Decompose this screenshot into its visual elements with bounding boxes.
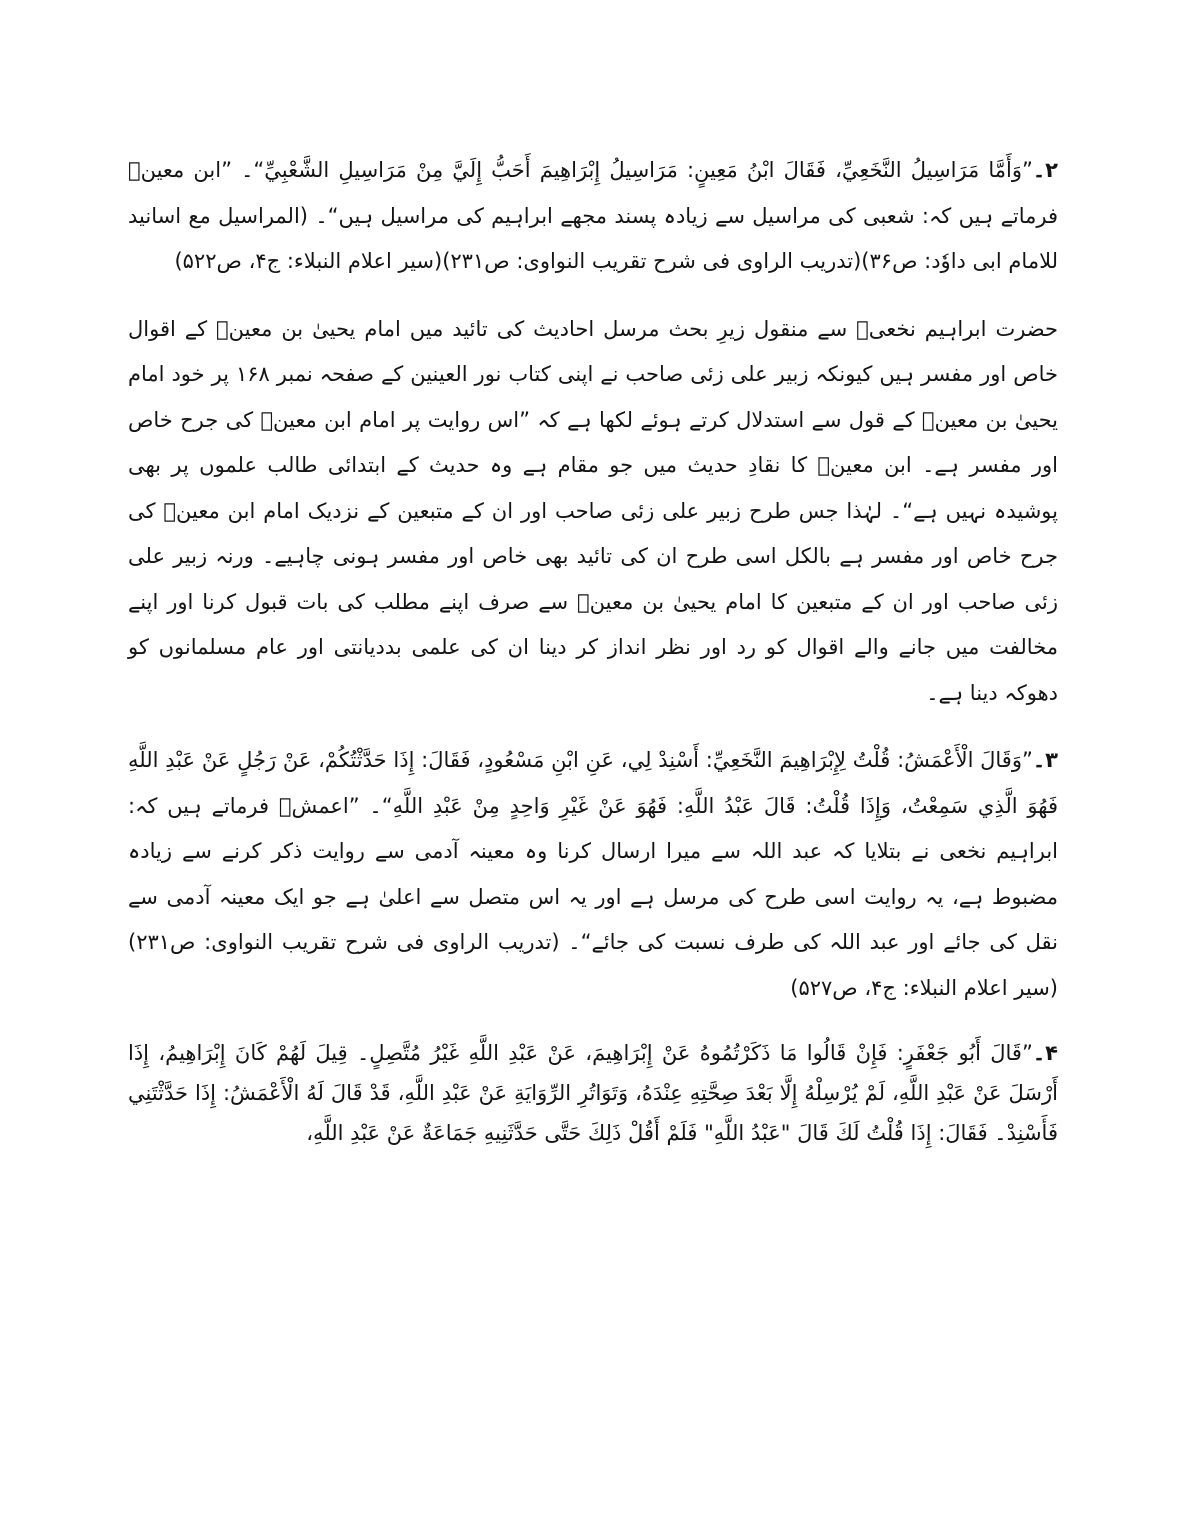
document-page: [128, 148, 1058, 1153]
paragraph-number: ۴۔: [1032, 1041, 1058, 1065]
paragraph-text: ”وَأَمَّا مَرَاسِيلُ النَّخَعِيِّ، فَقَالَ ابْنُ مَعِينٍ: مَرَاسِيلُ إِبْرَاهِيمَ أَحَبُّ إِلَيَّ مِنْ مَرَاسِيلِ الشَّعْبِيِّ“۔ ”ابن معینؒ فرماتے ہیں کہ: شعبی کی مراسیل سے زیادہ پسند مجھے ابراہیم کی مراسیل ہیں“۔ (المراسیل مع اسانید للامام ابی داوٗد: ص۳۶)(تدریب الراوی فی شرح تقریب النواوی: ص۲۳۱)(سیر اعلام النبلاء: ج۴، ص۵۲۲): [128, 158, 1058, 273]
paragraph-text: ”وَقَالَ الْأَعْمَشُ: قُلْتُ لِإِبْرَاهِيمَ النَّخَعِيِّ: أَسْنِدْ لِي، عَنِ ابْنِ مَسْعُودٍ، فَقَالَ: إِذَا حَدَّثْتُكُمْ، عَنْ رَجُلٍ عَنْ عَبْدِ اللَّهِ فَهُوَ الَّذِي سَمِعْتُ، وَإِذَا قُلْتُ: قَالَ عَبْدُ اللَّهِ: فَهُوَ عَنْ غَيْرِ وَاحِدٍ مِنْ عَبْدِ اللَّهِ“۔ ”اعمشؒ فرماتے ہیں کہ: ابراہیم نخعی نے بتلایا کہ عبد اللہ سے میرا ارسال کرنا وہ معینہ آدمی سے روایت ذکر کرنے سے زیادہ مضبوط ہے، یہ روایت اسی طرح کی مرسل ہے اور یہ اس متصل سے اعلیٰ ہے جو ایک معینہ آدمی سے نقل کی جائے اور عبد اللہ کی طرف نسبت کی جائے“۔ (تدریب الراوی فی شرح تقریب النواوی: ص۲۳۱)(سیر اعلام النبلاء: ج۴، ص۵۲۷): [128, 748, 1058, 1000]
paragraph-number: ۲۔: [1032, 158, 1058, 182]
paragraph-4: [128, 1033, 1058, 1153]
paragraph-number: ۳۔: [1032, 748, 1058, 772]
paragraph-text: ”قَالَ أَبُو جَعْفَرٍ: فَإِنْ قَالُوا مَا ذَكَرْتُمُوهُ عَنْ إِبْرَاهِيمَ، عَنْ عَبْدِ اللَّهِ غَيْرُ مُتَّصِلٍ۔ قِيلَ لَهُمْ كَانَ إِبْرَاهِيمُ، إِذَا أَرْسَلَ عَنْ عَبْدِ اللَّهِ، لَمْ يُرْسِلْهُ إِلَّا بَعْدَ صِحَّتِهِ عِنْدَهُ، وَتَوَاتُرِ الرِّوَايَةِ عَنْ عَبْدِ اللَّهِ، قَدْ قَالَ لَهُ الْأَعْمَشُ: إِذَا حَدَّثْتَنِي فَأَسْنِدْ۔ فَقَالَ: إِذَا قُلْتُ لَكَ قَالَ "عَبْدُ اللَّهِ" فَلَمْ أَقُلْ ذَلِكَ حَتَّى حَدَّثَنِيهِ جَمَاعَةٌ عَنْ عَبْدِ اللَّهِ،: [128, 1041, 1058, 1145]
paragraph-2: [128, 148, 1058, 285]
paragraph-3: [128, 738, 1058, 1011]
commentary-paragraph: [128, 307, 1058, 717]
paragraph-text: حضرت ابراہیم نخعیؒ سے منقول زیرِ بحث مرسل احادیث کی تائید میں امام یحییٰ بن معینؒ کے اقوال خاص اور مفسر ہیں کیونکہ زبیر علی زئی صاحب نے اپنی کتاب نور العینین کے صفحہ نمبر ۱۶۸ پر خود امام یحییٰ بن معینؒ کے قول سے استدلال کرتے ہوئے لکھا ہے کہ ”اس روایت پر امام ابن معینؒ کی جرح خاص اور مفسر ہے۔ ابن معینؒ کا نقادِ حدیث میں جو مقام ہے وہ حدیث کے ابتدائی طالب علموں پر بھی پوشیدہ نہیں ہے“۔ لہٰذا جس طرح زبیر علی زئی صاحب اور ان کے متبعین کے نزدیک امام ابن معینؒ کی جرح خاص اور مفسر ہے بالکل اسی طرح ان کی تائید بھی خاص اور مفسر ہونی چاہیے۔ ورنہ زبیر علی زئی صاحب اور ان کے متبعین کا امام یحییٰ بن معینؒ سے صرف اپنے مطلب کی بات قبول کرنا اور اپنے مخالفت میں جانے والے اقوال کو رد اور نظر انداز کر دینا ان کی علمی بددیانتی اور عام مسلمانوں کو دھوکہ دینا ہے۔: [128, 316, 1058, 705]
